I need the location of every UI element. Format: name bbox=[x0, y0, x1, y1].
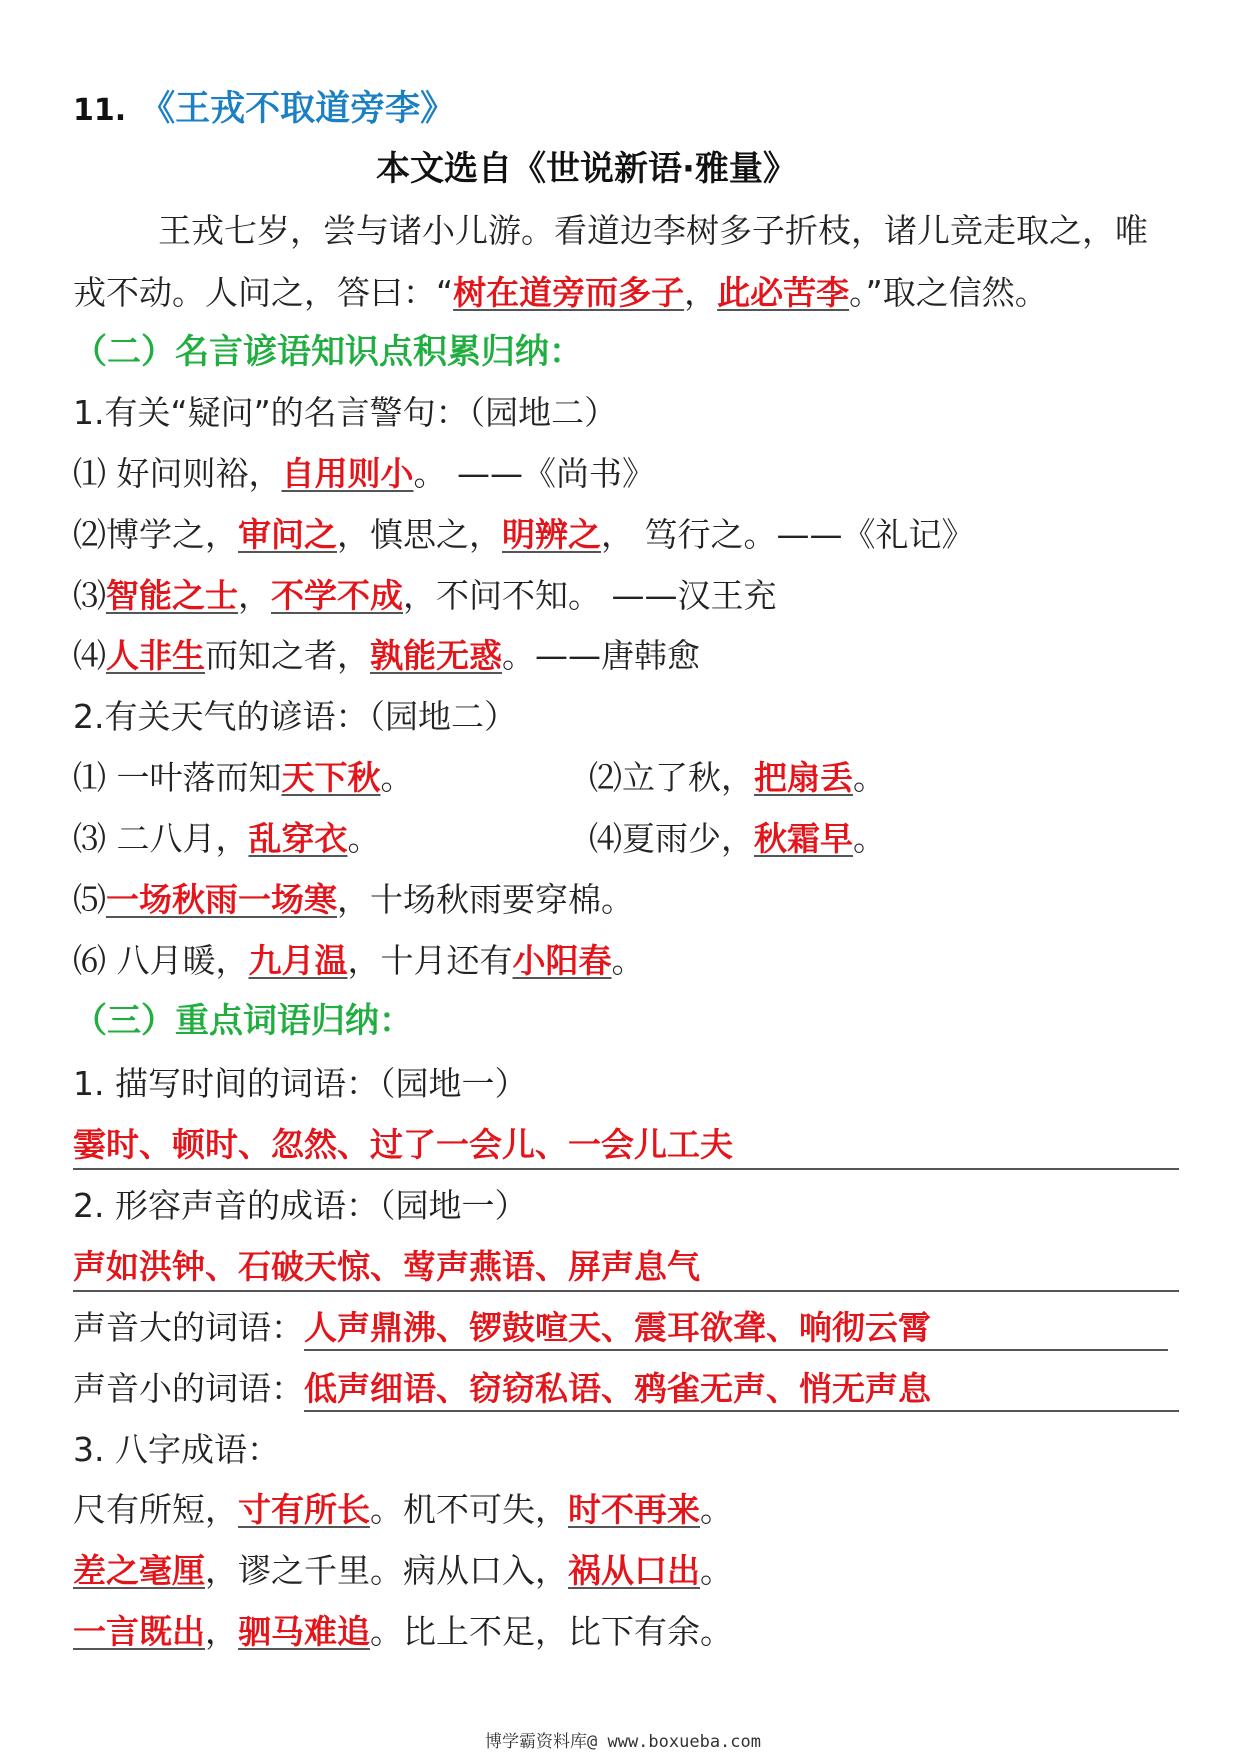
answer-blank: 孰能无惑 bbox=[370, 636, 502, 675]
quote-text: ， 笃行之。——《礼记》 bbox=[601, 515, 975, 554]
lesson-source bbox=[376, 146, 797, 192]
loud-words-line bbox=[73, 1305, 1168, 1351]
proverb-text: 。 bbox=[380, 758, 414, 797]
section-heading-text: （二）名言谚语知识点积累归纳： bbox=[73, 332, 583, 372]
answer-blank: 此必苦李 bbox=[717, 273, 850, 312]
section-heading-3 bbox=[73, 998, 413, 1044]
proverb-text: ，十场秋雨要穿棉。 bbox=[337, 880, 634, 919]
subheading-sound-idioms bbox=[73, 1183, 527, 1229]
sound-idioms: 声如洪钟、石破天惊、莺声燕语、屏声息气 bbox=[73, 1247, 700, 1286]
answer-blank: 祸从口出 bbox=[568, 1551, 700, 1590]
proverb-text: 。 bbox=[611, 941, 645, 980]
lesson-title: 《王戎不取道旁李》 bbox=[140, 89, 456, 129]
footer-watermark: 博学霸资料库@ www.boxueba.com bbox=[485, 1732, 761, 1752]
answer-blank: 秋霜早 bbox=[754, 819, 853, 858]
answer-blank: 不学不成 bbox=[271, 576, 403, 615]
quote-text: 而知之者， bbox=[205, 636, 370, 675]
quote-text: ，不问不知。 ——汉王充 bbox=[403, 576, 777, 615]
answer-blank: 自用则小 bbox=[281, 454, 414, 493]
lesson-source-text: 本文选自《世说新语·雅量》 bbox=[376, 149, 797, 189]
quote-item-4 bbox=[73, 633, 700, 679]
weather-item-2 bbox=[589, 755, 886, 801]
paragraph-text: 戎不动。人问之，答曰：“ bbox=[73, 273, 454, 312]
answer-blank: 九月温 bbox=[248, 941, 348, 980]
section-heading-2 bbox=[73, 329, 583, 375]
answer-blank: 时不再来 bbox=[568, 1490, 700, 1529]
subheading-text: 2.有关天气的谚语：（园地二） bbox=[73, 697, 517, 736]
subheading-text: 2. 形容声音的成语：（园地一） bbox=[73, 1186, 528, 1225]
weather-item-1 bbox=[73, 755, 414, 801]
subheading-eight-char-idioms bbox=[73, 1427, 280, 1473]
subheading-quotes bbox=[73, 390, 617, 436]
soft-words: 低声细语、窃窃私语、鸦雀无声、悄无声息 bbox=[304, 1366, 1179, 1412]
section-heading-text: （三）重点词语归纳： bbox=[73, 1001, 413, 1041]
paragraph-text: 。”取之信然。 bbox=[849, 273, 1048, 312]
idiom-text: ，谬之千里。病从口入， bbox=[205, 1551, 568, 1590]
idiom-text: 尺有所短， bbox=[73, 1490, 238, 1529]
lesson-paragraph-line-1 bbox=[158, 208, 1148, 254]
proverb-text: ⑷夏雨少， bbox=[589, 819, 754, 858]
lesson-heading bbox=[73, 86, 455, 132]
answer-blank: 把扇丢 bbox=[754, 758, 853, 797]
weather-item-5 bbox=[73, 877, 634, 923]
quote-text: ⑴ 好问则裕， bbox=[73, 454, 282, 493]
subheading-text: 1.有关“疑问”的名言警句：（园地二） bbox=[73, 393, 618, 432]
quote-text: ⑷ bbox=[73, 636, 106, 675]
subheading-text: 3. 八字成语： bbox=[73, 1430, 280, 1469]
answer-blank: 驷马难追 bbox=[238, 1612, 370, 1651]
quote-text: 。 ——《尚书》 bbox=[413, 454, 655, 493]
proverb-text: ⑵立了秋， bbox=[589, 758, 754, 797]
idiom-text: 。机不可失， bbox=[370, 1490, 568, 1529]
quote-text: ， bbox=[238, 576, 271, 615]
quote-item-3 bbox=[73, 573, 777, 619]
soft-words-label: 声音小的词语： bbox=[73, 1369, 304, 1408]
idiom-line-2 bbox=[73, 1548, 733, 1594]
subheading-text: 1. 描写时间的词语：（园地一） bbox=[73, 1064, 528, 1103]
answer-blank: 天下秋 bbox=[281, 758, 381, 797]
idiom-text: 。 bbox=[700, 1551, 733, 1590]
answer-blank: 小阳春 bbox=[512, 941, 612, 980]
answer-blank: 寸有所长 bbox=[238, 1490, 370, 1529]
answer-blank: 人非生 bbox=[106, 636, 205, 675]
proverb-text: ⑴ 一叶落而知 bbox=[73, 758, 282, 797]
answer-blank: 智能之士 bbox=[106, 576, 238, 615]
proverb-text: ，十月还有 bbox=[347, 941, 513, 980]
answer-blank: 审问之 bbox=[238, 515, 337, 554]
sound-idioms-line bbox=[73, 1244, 1179, 1292]
time-words: 霎时、顿时、忽然、过了一会儿、一会儿工夫 bbox=[73, 1125, 733, 1164]
paragraph-text: 王戎七岁，尝与诸小儿游。看道边李树多子折枝，诸儿竞走取之，唯 bbox=[158, 211, 1148, 250]
answer-blank: 乱穿衣 bbox=[248, 819, 348, 858]
idiom-line-1 bbox=[73, 1487, 733, 1533]
quote-item-1 bbox=[73, 451, 655, 497]
paragraph-text: ， bbox=[684, 273, 718, 312]
answer-blank: 一言既出 bbox=[73, 1612, 205, 1651]
answer-blank: 树在道旁而多子 bbox=[453, 273, 685, 312]
proverb-text: ⑹ 八月暖， bbox=[73, 941, 249, 980]
weather-item-6 bbox=[73, 938, 645, 984]
quote-text: ⑶ bbox=[73, 576, 106, 615]
loud-words-label: 声音大的词语： bbox=[73, 1308, 304, 1347]
idiom-line-3 bbox=[73, 1609, 733, 1655]
weather-item-4 bbox=[589, 816, 886, 862]
subheading-time-words bbox=[73, 1061, 527, 1107]
quote-item-2 bbox=[73, 512, 975, 558]
weather-item-3 bbox=[73, 816, 381, 862]
answer-blank: 一场秋雨一场寒 bbox=[106, 880, 337, 919]
quote-text: ，慎思之， bbox=[337, 515, 502, 554]
lesson-number: 11. bbox=[73, 93, 127, 128]
idiom-text: ， bbox=[205, 1612, 238, 1651]
time-words-line bbox=[73, 1122, 1179, 1170]
subheading-weather bbox=[73, 694, 517, 740]
proverb-text: ⑶ 二八月， bbox=[73, 819, 249, 858]
proverb-text: ⑸ bbox=[73, 880, 106, 919]
lesson-paragraph-line-2 bbox=[73, 270, 1048, 316]
answer-blank: 差之毫厘 bbox=[73, 1551, 205, 1590]
idiom-text: 。比上不足，比下有余。 bbox=[370, 1612, 733, 1651]
proverb-text: 。 bbox=[347, 819, 381, 858]
idiom-text: 。 bbox=[700, 1490, 733, 1529]
answer-blank: 明辨之 bbox=[502, 515, 601, 554]
proverb-text: 。 bbox=[853, 758, 886, 797]
quote-text: ⑵博学之， bbox=[73, 515, 238, 554]
proverb-text: 。 bbox=[853, 819, 886, 858]
quote-text: 。——唐韩愈 bbox=[502, 636, 700, 675]
loud-words: 人声鼎沸、锣鼓喧天、震耳欲聋、响彻云霄 bbox=[304, 1305, 1168, 1351]
soft-words-line bbox=[73, 1366, 1179, 1412]
